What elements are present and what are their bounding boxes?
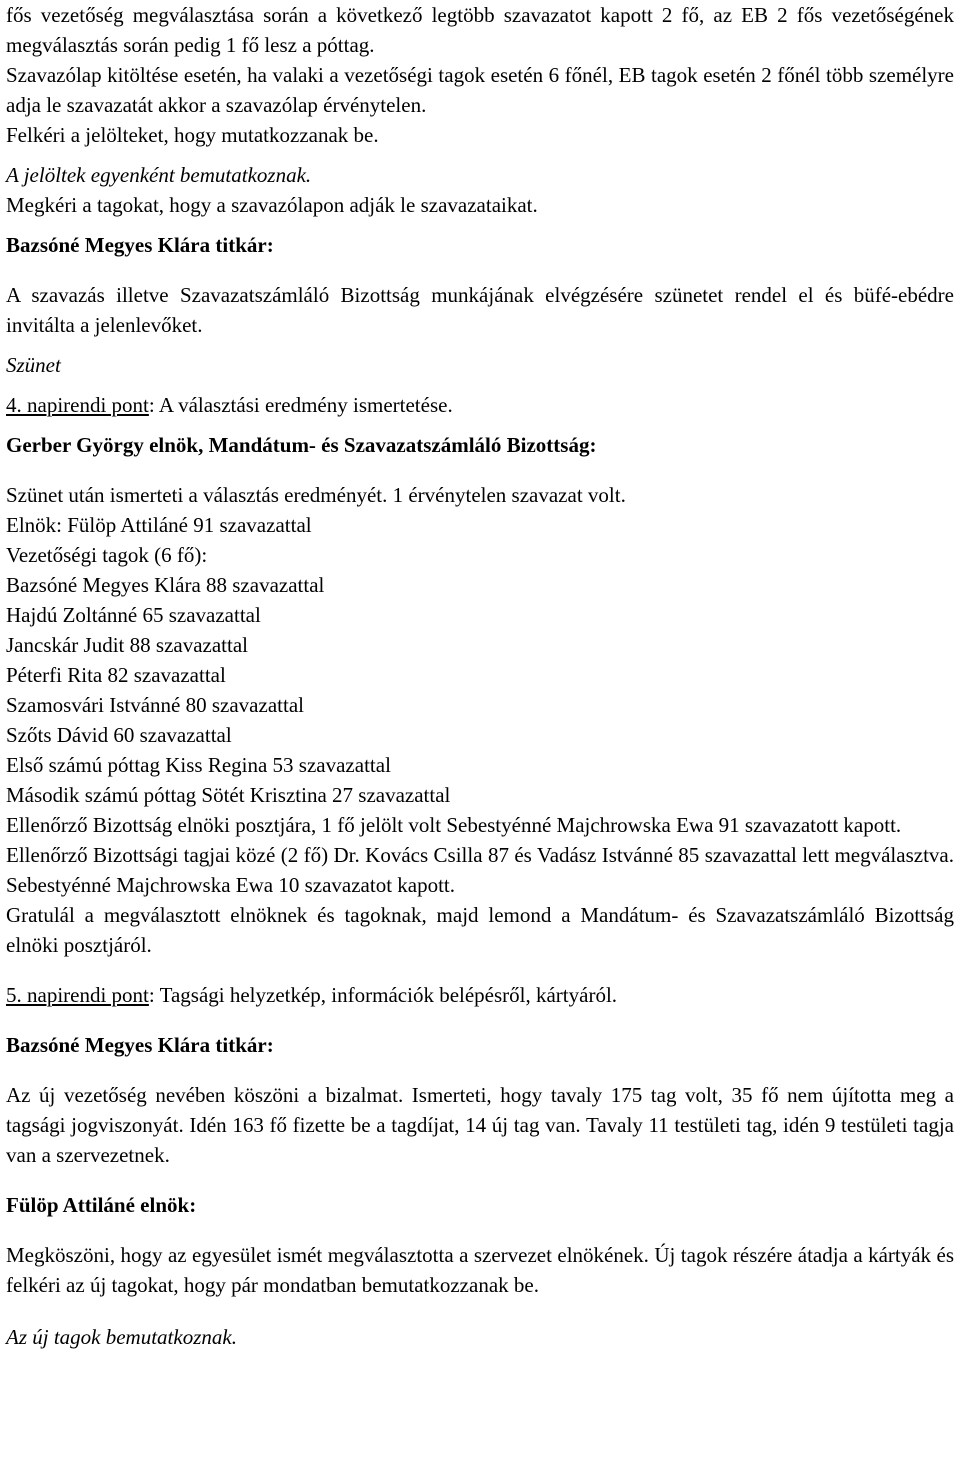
agenda-4-title: : A választási eredmény ismertetése.	[148, 393, 453, 417]
intro-italic-note: A jelöltek egyenként bemutatkoznak.	[6, 163, 312, 187]
intro-paragraph-5: Megkéri a tagokat, hogy a szavazólapon adják le szavazataikat.	[6, 193, 538, 217]
closing-italic-note: Az új tagok bemutatkoznak.	[6, 1325, 237, 1349]
intro-paragraph-2: Szavazólap kitöltése esetén, ha valaki a vezetőségi tagok esetén 6 főnél, EB tagok esetén 2 főnél több személyre adja le szavazatát akkor a szavazólap érvénytelen.	[6, 63, 954, 117]
result-line: Szamosvári Istvánné 80 szavazattal	[6, 693, 304, 717]
speaker-heading-secretary-1: Bazsóné Megyes Klára titkár:	[6, 233, 274, 257]
document-page	[6, 0, 954, 1352]
result-line: Szünet után ismerteti a választás eredményét. 1 érvénytelen szavazat volt.	[6, 483, 626, 507]
intro-paragraph-1: fős vezetőség megválasztása során a következő legtöbb szavazatot kapott 2 fő, az EB 2 fős vezetőségének megválasztás során pedig 1 fő lesz a póttag.	[6, 3, 954, 57]
speaker-heading-committee: Gerber György elnök, Mandátum- és Szavazatszámláló Bizottság:	[6, 433, 597, 457]
intro-paragraph-3: Felkéri a jelölteket, hogy mutatkozzanak be.	[6, 123, 379, 147]
result-line: Bazsóné Megyes Klára 88 szavazattal	[6, 573, 325, 597]
result-line: Hajdú Zoltánné 65 szavazattal	[6, 603, 261, 627]
congratulations-text: Gratulál a megválasztott elnöknek és tagoknak, majd lemond a Mandátum- és Szavazatszámláló Bizottság elnöki posztjáról.	[6, 903, 954, 957]
result-line: Szőts Dávid 60 szavazattal	[6, 723, 232, 747]
result-line: Második számú póttag Sötét Krisztina 27 szavazattal	[6, 783, 451, 807]
eb-chair-result: Ellenőrző Bizottság elnöki posztjára, 1 fő jelölt volt Sebestyénné Majchrowska Ewa 91 szavazatott kapott.	[6, 813, 902, 837]
break-note: Szünet	[6, 353, 61, 377]
eb-members-result: Ellenőrző Bizottsági tagjai közé (2 fő) Dr. Kovács Csilla 87 és Vadász Istvánné 85 szavazattal lett megválasztva. Sebestyénné Majchrowska Ewa 10 szavazatot kapott.	[6, 843, 954, 897]
agenda-5-label: 5. napirendi pont	[6, 983, 149, 1007]
secretary-2-text: Az új vezetőség nevében köszöni a bizalmat. Ismerteti, hogy tavaly 175 tag volt, 35 fő nem újította meg a tagsági jogviszonyát. Idén 163 fő fizette be a tagdíjat, 14 új tag van. Tavaly 11 testületi tag, idén 9 testületi tagja van a szervezetnek.	[6, 1083, 954, 1167]
result-line: Jancskár Judit 88 szavazattal	[6, 633, 248, 657]
result-line: Elnök: Fülöp Attiláné 91 szavazattal	[6, 513, 312, 537]
result-line: Vezetőségi tagok (6 fő):	[6, 543, 208, 567]
president-text: Megköszöni, hogy az egyesület ismét megválasztotta a szervezet elnökének. Új tagok részére átadja a kártyák és felkéri az új tagokat, hogy pár mondatban bemutatkozzanak be.	[6, 1243, 954, 1297]
result-line: Péterfi Rita 82 szavazattal	[6, 663, 226, 687]
speaker-heading-president: Fülöp Attiláné elnök:	[6, 1193, 197, 1217]
speaker-heading-secretary-2: Bazsóné Megyes Klára titkár:	[6, 1033, 274, 1057]
result-line: Első számú póttag Kiss Regina 53 szavazattal	[6, 753, 391, 777]
agenda-item-5	[6, 980, 954, 1010]
election-results-list	[6, 480, 954, 810]
secretary-1-text: A szavazás illetve Szavazatszámláló Bizottság munkájának elvégzésére szünetet rendel el és büfé-ebédre invitálta a jelenlevőket.	[6, 283, 954, 337]
agenda-item-4	[6, 390, 954, 420]
agenda-5-title: : Tagsági helyzetkép, információk belépésről, kártyáról.	[148, 983, 618, 1007]
agenda-4-label: 4. napirendi pont	[6, 393, 149, 417]
